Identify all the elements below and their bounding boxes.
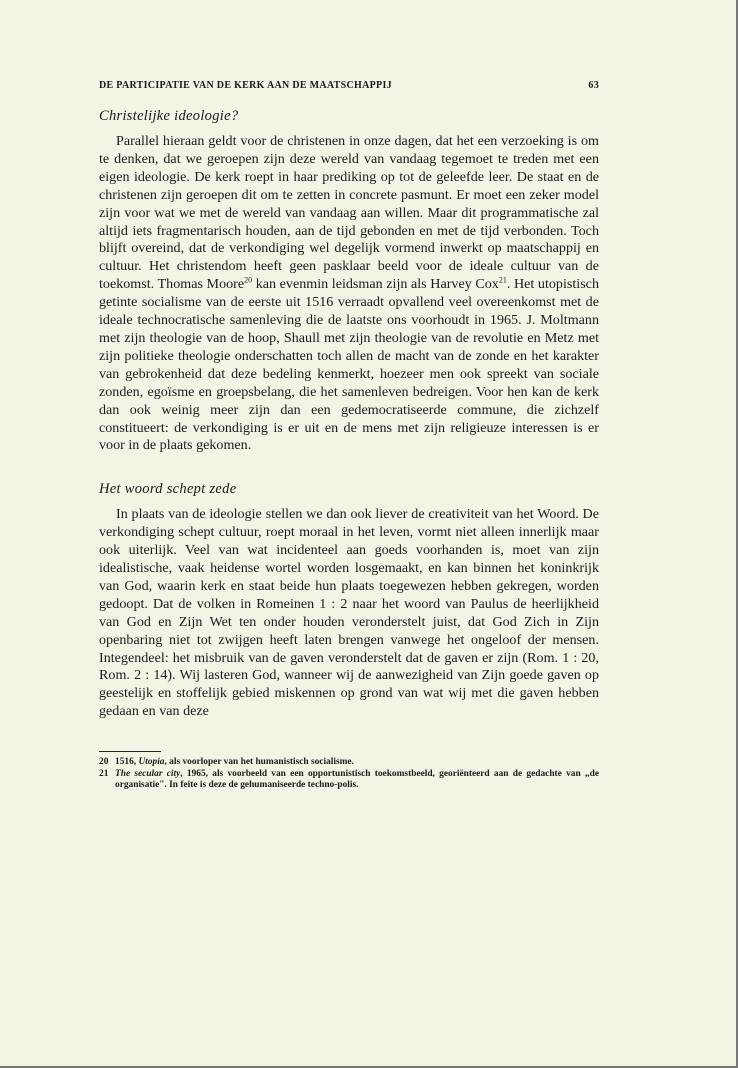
paragraph-text: Parallel hieraan geldt voor de christenen in onze dagen, dat het een verzoeking is om te denken, dat we geroepen zijn deze wereld van vandaag tegemoet te treden met een eigen ideologie. De kerk roept in haar prediking op tot de geleefde leer. De staat en de christenen zijn geroepen dit om te zetten in concrete pasmunt. Er moet een zeker model zijn voor wat we met de wereld van vandaag aan willen. Maar dit programmatische zal altijd iets fragmentarisch houden, aan de tijd gebonden en met de tijd verbonden. Toch blijft overeind, dat de verkondiging wel degelijk vormend inwerkt op maatschappij en cultuur. Het christendom heeft geen pasklaar beeld voor de ideale cultuur van de toekomst. Thomas Moore <box>99 133 599 293</box>
paragraph-text: . Het utopistisch getinte socialisme van de eerste uit 1516 verraadt opvallend veel overeenkomst met de ideale technocratische samenleving die de laatste ons voorhoudt in 1965. J. Moltmann met zijn theologie van de hoop, Shaull met zijn theologie van de revolutie en Metz met zijn politieke theologie onderschatten toch allen de macht van de zonde en het karakter van gebrokenheid dat deze bedeling kenmerkt, hoezeer men ook spreekt van sociale zonden, egoïsme en groepsbelang, die het samenleven bedreigen. Voor hen kan de kerk dan ook weinig meer zijn dan een gedemocratiseerde commune, die zichzelf constitueert: de verkondiging is er uit en de mens met zijn religieuze interessen is er voor in de plaats gekomen. <box>99 276 599 454</box>
running-head-title: DE PARTICIPATIE VAN DE KERK AAN DE MAATSCHAPPIJ <box>99 80 392 91</box>
section-heading-christelijke-ideologie: Christelijke ideologie? <box>99 108 239 124</box>
footnote-year: 1516, <box>115 757 139 768</box>
running-head <box>99 80 599 91</box>
footnote-number: 20 <box>99 757 109 768</box>
footnote-title: The secular city <box>115 768 181 779</box>
paragraph-text: kan evenmin leidsman zijn als Harvey Cox <box>252 276 499 293</box>
paragraph-christelijke-ideologie <box>99 133 599 455</box>
footnote-text <box>115 757 599 768</box>
footnotes <box>99 757 599 791</box>
footnote-21 <box>99 769 599 792</box>
footnote-title: Utopia <box>138 757 165 768</box>
footnote-divider <box>99 751 161 752</box>
page-content <box>99 80 599 791</box>
footnote-ref-20[interactable]: 20 <box>244 275 253 285</box>
footnote-20 <box>99 757 599 768</box>
footnote-text <box>115 769 599 792</box>
paragraph-het-woord-schept-zede: In plaats van de ideologie stellen we dan ook liever de creativiteit van het Woord. De verkondiging schept cultuur, roept moraal in het leven, vormt niet alleen innerlijk maar ook uiterlijk. Veel van wat incidenteel aan goeds voorhanden is, moet van zijn idealistische, vaak heidense wortel worden losgemaakt, en kan binnen het koninkrijk van God, waarin kerk en staat beide hun plaats toegewezen hebben gekregen, worden gedoopt. Dat de volken in Romeinen 1 : 2 naar het woord van Paulus de heerlijkheid van God en Zijn Wet ten onder houden veronderstelt juist, dat God Zich in Zijn openbaring niet tot zwijgen heeft laten brengen vanwege het ongeloof der mensen. Integendeel: het misbruik van de gaven veronderstelt dat de gaven er zijn (Rom. 1 : 20, Rom. 2 : 14). Wij lasteren God, wanneer wij de aanwezigheid van Zijn goede gaven op geestelijk en stoffelijk gebied miskennen op grond van wat wij met die gaven hebben gedaan en van deze <box>99 506 599 720</box>
footnote-ref-21[interactable]: 21 <box>498 275 507 285</box>
footnote-rest: , 1965, als voorbeeld van een opportunistisch toekomstbeeld, georiënteerd aan de gedachte van „de organisatie". In feite is deze de gehumaniseerde techno-polis. <box>115 768 599 790</box>
footnote-number: 21 <box>99 768 109 779</box>
footnote-rest: , als voorloper van het humanistisch socialisme. <box>164 757 354 768</box>
section-heading-het-woord-schept-zede: Het woord schept zede <box>99 481 237 498</box>
page-number: 63 <box>588 80 599 91</box>
